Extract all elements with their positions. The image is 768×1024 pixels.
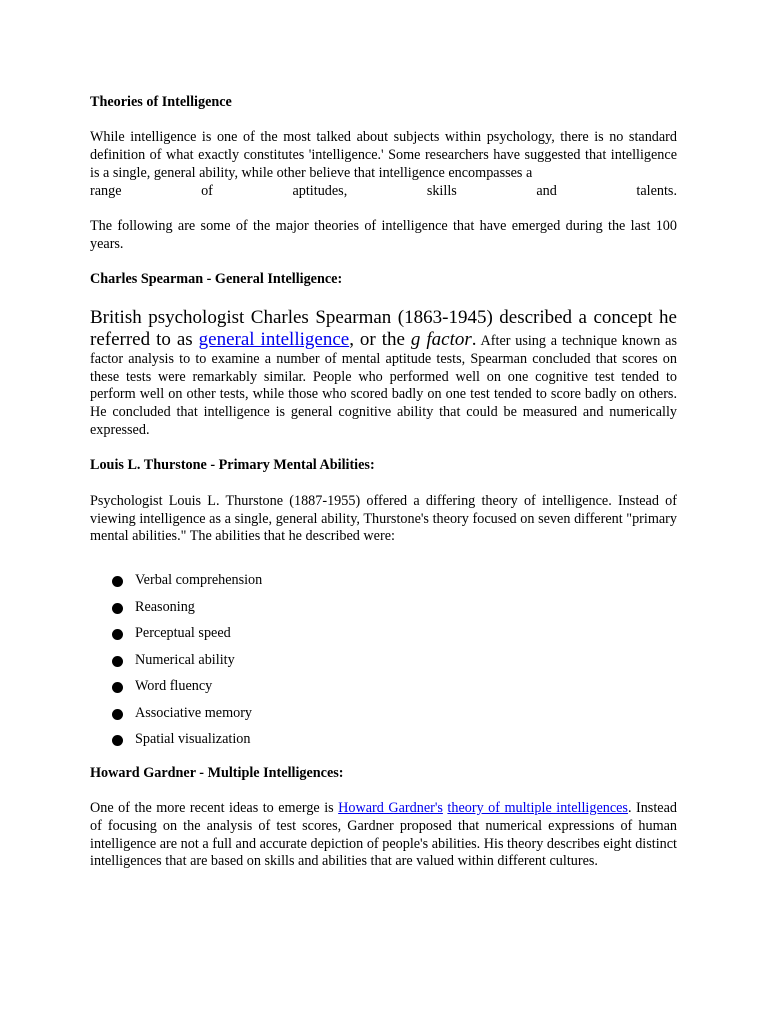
bullet-icon xyxy=(112,603,123,614)
abilities-list xyxy=(90,572,677,758)
thurstone-heading: Louis L. Thurstone - Primary Mental Abilities: xyxy=(90,457,375,474)
spearman-heading: Charles Spearman - General Intelligence: xyxy=(90,271,343,288)
ability-label: Perceptual speed xyxy=(135,625,231,642)
ability-label: Verbal comprehension xyxy=(135,572,263,589)
g-factor-term: g factor xyxy=(410,328,472,350)
bullet-icon xyxy=(112,629,123,640)
ability-label: Word fluency xyxy=(135,678,213,695)
list-item xyxy=(90,652,677,679)
gardner-heading: Howard Gardner - Multiple Intelligences: xyxy=(90,764,344,781)
spearman-lead-text: British psychologist Charles Spearman (1863-1945) described a concept he referred to as xyxy=(90,306,677,350)
multiple-intelligences-link[interactable]: theory of multiple intelligences xyxy=(447,800,628,816)
ability-label: Associative memory xyxy=(135,704,253,721)
intro-paragraph-last-line: range of aptitudes, skills and talents. xyxy=(90,182,677,199)
list-item xyxy=(90,599,677,626)
gardner-text-1: One of the more recent ideas to emerge is xyxy=(90,800,339,816)
spearman-paragraph xyxy=(90,307,677,440)
document-page xyxy=(90,94,677,871)
list-item xyxy=(90,678,677,705)
bullet-icon xyxy=(112,735,123,746)
howard-gardner-link[interactable]: Howard Gardner's xyxy=(338,800,443,816)
general-intelligence-link[interactable]: general intelligence xyxy=(198,328,350,350)
gardner-text-3: . Instead of focusing on the analysis of test scores, Gardner proposed that numerical expressions of human intelligence are not a full and accurate depiction of people's abilities. His theory describes eight distinct intelligences that are based on skills and abilities that are valued within different cultures. xyxy=(90,800,677,870)
bullet-icon xyxy=(112,656,123,667)
ability-label: Numerical ability xyxy=(135,651,235,668)
list-item xyxy=(90,731,677,758)
ability-label: Spatial visualization xyxy=(135,731,251,748)
page-title: Theories of Intelligence xyxy=(90,94,232,110)
bullet-icon xyxy=(112,709,123,720)
spearman-lead-text-2: , or the xyxy=(349,328,411,350)
bullet-icon xyxy=(112,576,123,587)
list-item xyxy=(90,572,677,599)
intro-line-1: While intelligence is one of the most talked about subjects within psychology, there is no standard definition of what exactly constitutes 'intelligence.' Some researchers have suggested that intelligence is a single, general ability, while other believe that intelligence encompasses a xyxy=(90,129,677,181)
list-item xyxy=(90,705,677,732)
intro-paragraph xyxy=(90,129,677,182)
spearman-body-text: After using a technique known as factor analysis to to examine a number of mental aptitude tests, Spearman concluded that scores on these tests were remarkably similar. People who performed well on one cognitive test tended to perform well on other tests, while those who scored badly on one test tended to score badly on others. He concluded that intelligence is general cognitive ability that could be measured and numerically expressed. xyxy=(90,332,677,438)
gardner-paragraph xyxy=(90,800,677,871)
bullet-icon xyxy=(112,682,123,693)
spearman-lead-text-3: . xyxy=(471,328,477,350)
intro-paragraph-2: The following are some of the major theories of intelligence that have emerged during the last 100 years. xyxy=(90,218,677,252)
thurstone-paragraph: Psychologist Louis L. Thurstone (1887-1955) offered a differing theory of intelligence. Instead of viewing intelligence as a single, general ability, Thurstone's theory focused on seven different "primary mental abilities." The abilities that he described were: xyxy=(90,492,677,545)
list-item xyxy=(90,625,677,652)
ability-label: Reasoning xyxy=(135,598,195,615)
